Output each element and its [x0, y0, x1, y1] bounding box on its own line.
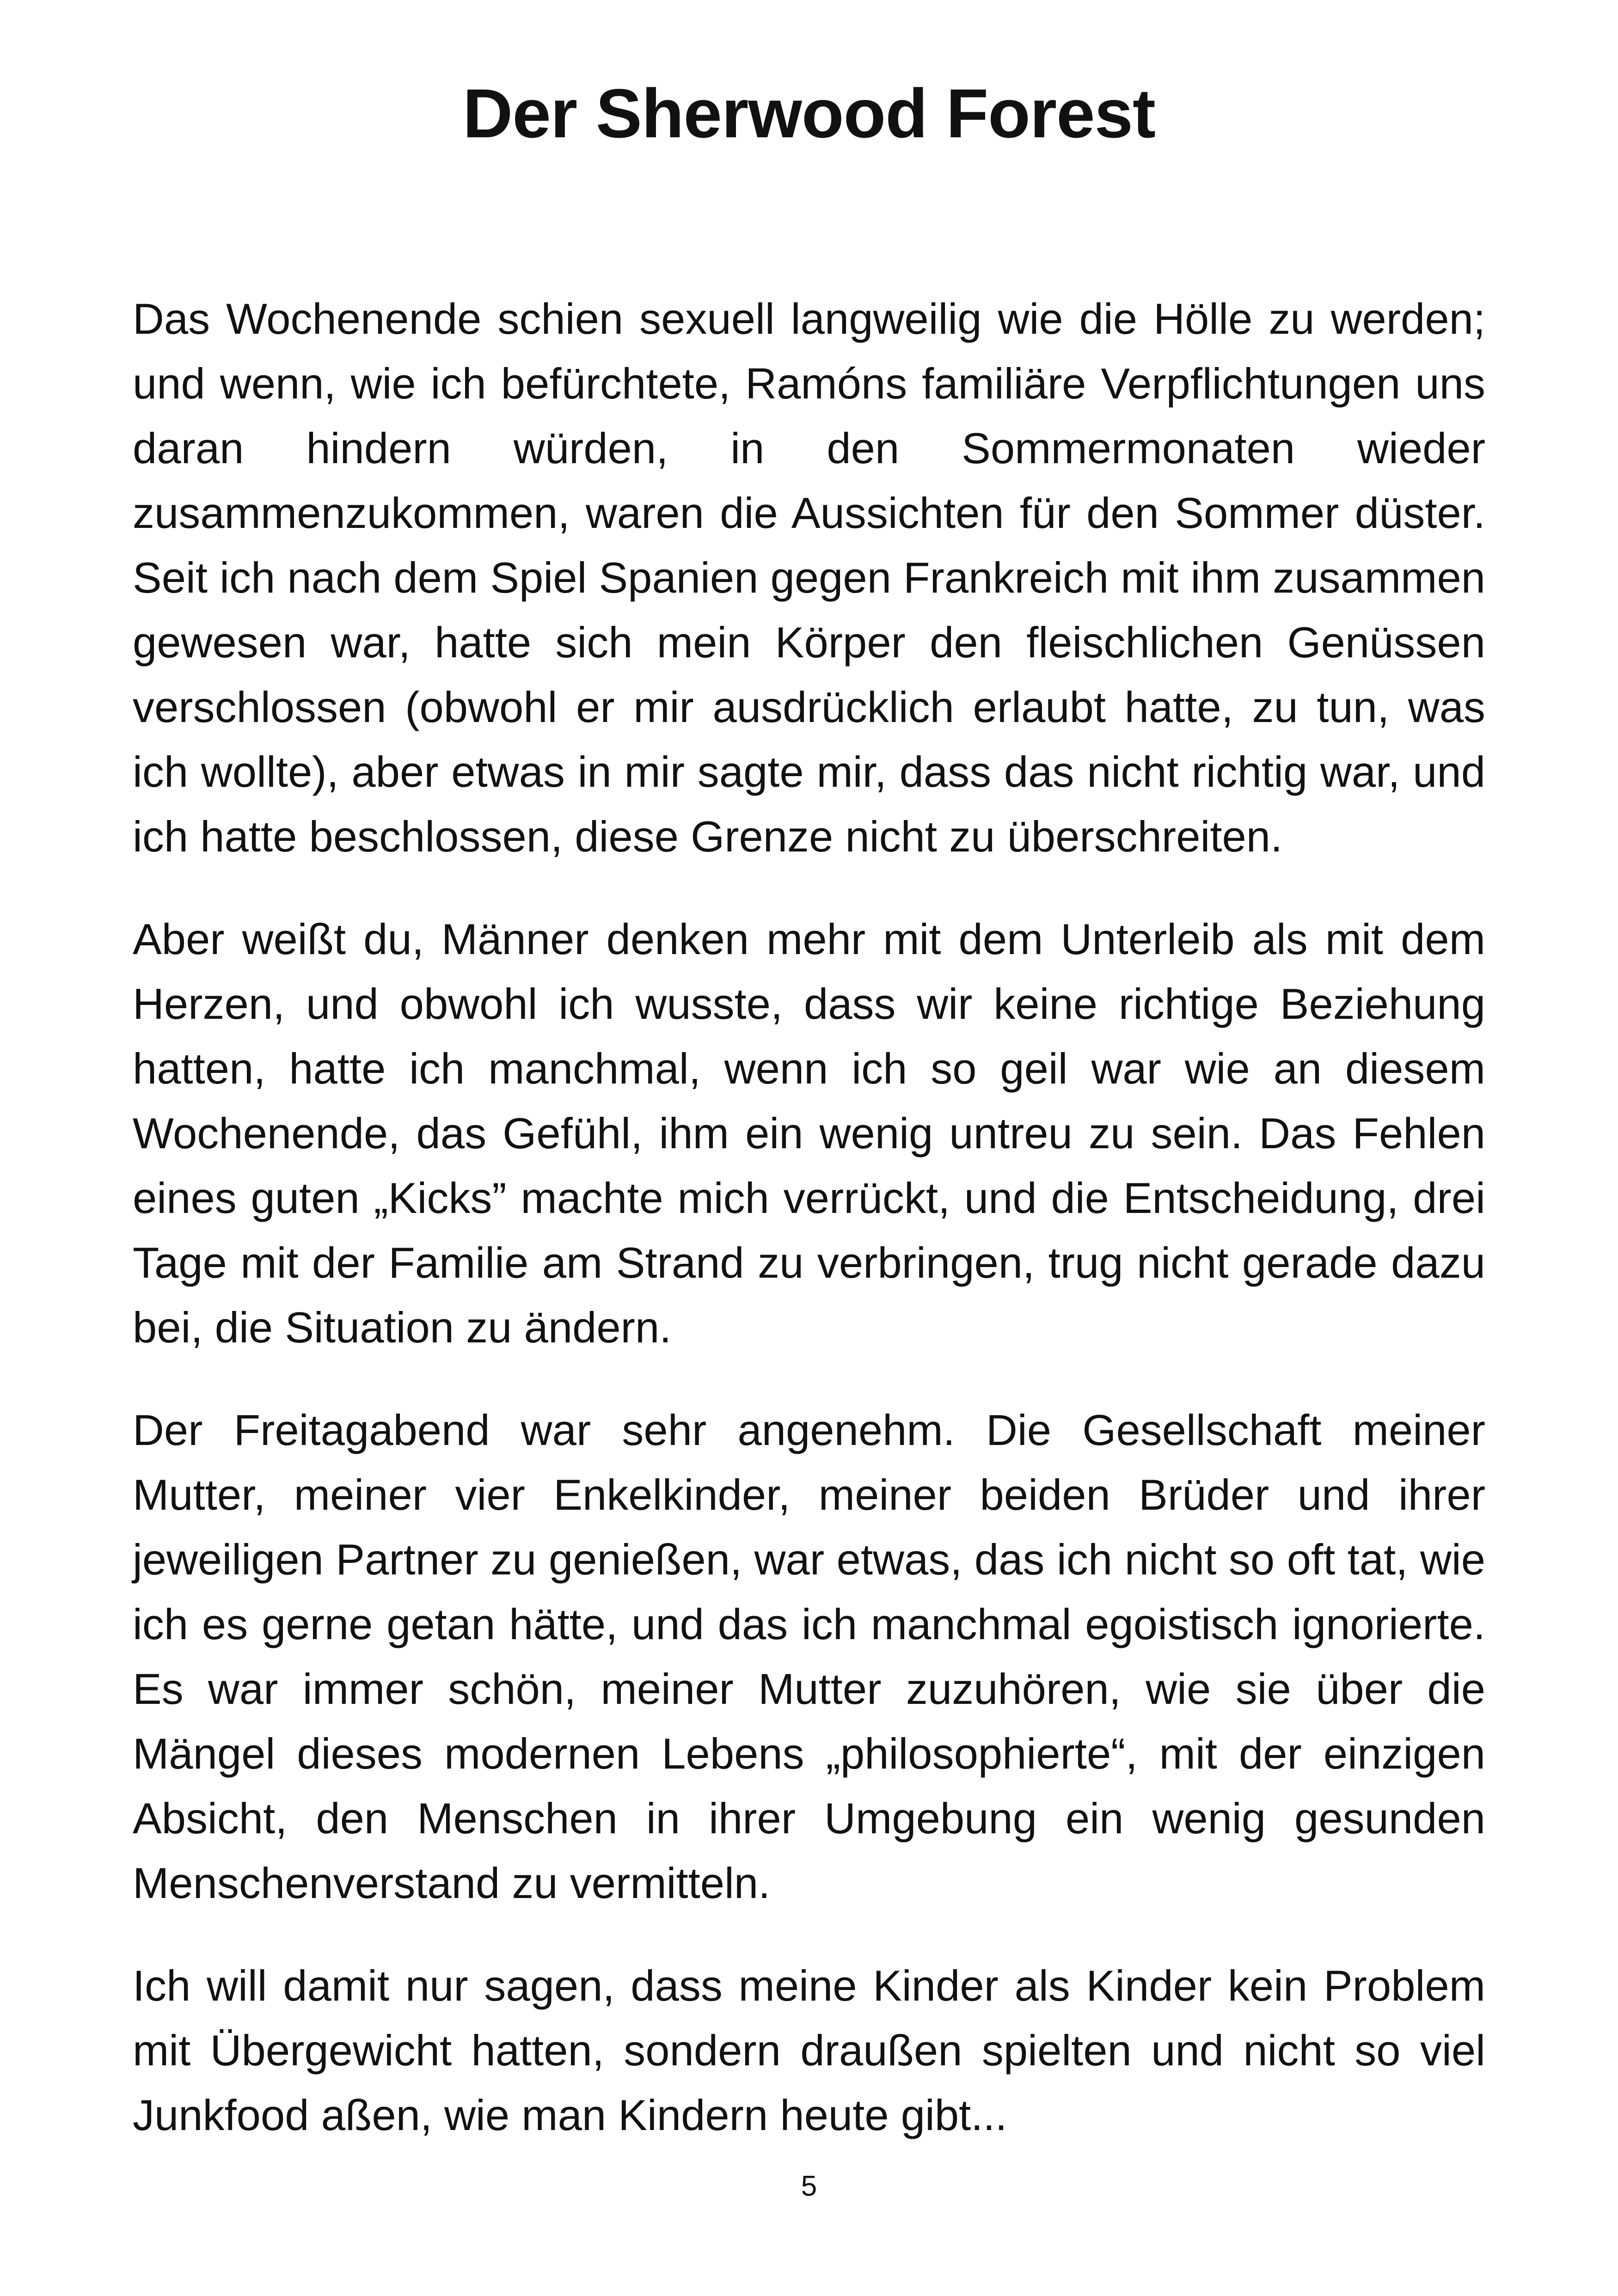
paragraph-4: Ich will damit nur sagen, dass meine Kinder als Kinder kein Problem mit Übergewicht hatten, sondern draußen spielten und nicht so viel Junkfood aßen, wie man Kindern heute gibt...	[133, 1961, 1485, 2139]
body-text	[133, 287, 1485, 2186]
paragraph-3: Der Freitagabend war sehr angenehm. Die Gesellschaft meiner Mutter, meiner vier Enkelkinder, meiner beiden Brüder und ihrer jeweiligen Partner zu genießen, war etwas, das ich nicht so oft tat, wie ich es gerne getan hätte, und das ich manchmal egoistisch ignorierte. Es war immer schön, meiner Mutter zuzuhören, wie sie über die Mängel dieses modernen Lebens „philosophierte“, mit der einzigen Absicht, den Menschen in ihrer Umgebung ein wenig gesunden Menschenverstand zu vermitteln.	[133, 1406, 1485, 1907]
paragraph-2: Aber weißt du, Männer denken mehr mit dem Unterleib als mit dem Herzen, und obwohl ich wusste, dass wir keine richtige Beziehung hatten, hatte ich manchmal, wenn ich so geil war wie an diesem Wochenende, das Gefühl, ihm ein wenig untreu zu sein. Das Fehlen eines guten „Kicks” machte mich verrückt, und die Entscheidung, drei Tage mit der Familie am Strand zu verbringen, trug nicht gerade dazu bei, die Situation zu ändern.	[133, 915, 1485, 1352]
paragraph-1: Das Wochenende schien sexuell langweilig wie die Hölle zu werden; und wenn, wie ich befürchtete, Ramóns familiäre Verpflichtungen uns daran hindern würden, in den Sommermonaten wieder zusammenzukommen, waren die Aussichten für den Sommer düster. Seit ich nach dem Spiel Spanien gegen Frankreich mit ihm zusammen gewesen war, hatte sich mein Körper den fleischlichen Genüssen verschlossen (obwohl er mir ausdrücklich erlaubt hatte, zu tun, was ich wollte), aber etwas in mir sagte mir, dass das nicht richtig war, und ich hatte beschlossen, diese Grenze nicht zu überschreiten.	[133, 294, 1485, 861]
page-title: Der Sherwood Forest	[463, 74, 1155, 152]
page-number: 5	[801, 2170, 817, 2202]
